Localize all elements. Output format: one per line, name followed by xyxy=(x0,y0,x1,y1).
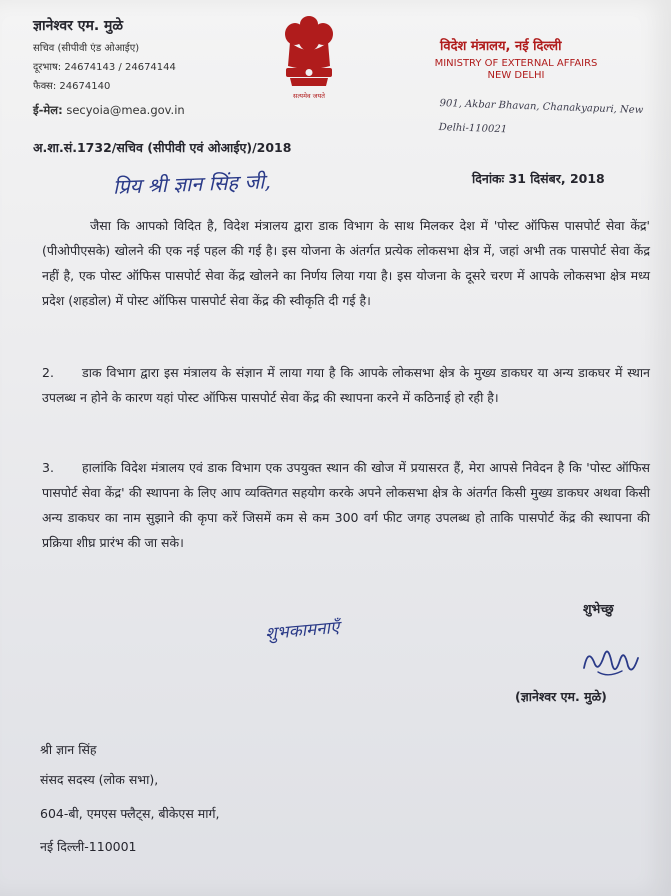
sender-email xyxy=(33,103,185,118)
lion-capital-icon xyxy=(276,12,342,104)
recipient-title: संसद सदस्य (लोक सभा), xyxy=(40,772,159,787)
fax-value: 24674140 xyxy=(59,81,111,92)
reference-number: अ.शा.सं.1732/सचिव (सीपीवी एवं ओआईए)/2018 xyxy=(33,140,292,155)
handwritten-greeting: शुभकामनाएँ xyxy=(264,617,341,645)
sender-designation: सचिव (सीपीवी एंड ओआईए) xyxy=(33,43,140,54)
ministry-english-line1: MINISTRY OF EXTERNAL AFFAIRS xyxy=(434,58,598,69)
ministry-english-line2: NEW DELHI xyxy=(487,70,545,81)
paragraph-2-number: 2. xyxy=(42,365,54,380)
handwritten-salutation: प्रिय श्री ज्ञान सिंह जी, xyxy=(112,169,272,199)
handwritten-address: 901, Akbar Bhavan, Chanakyapuri, New Delhi-110021 xyxy=(438,97,644,136)
paragraph-2-text: डाक विभाग द्वारा इस मंत्रालय के संज्ञान में लाया गया है कि आपके लोकसभा क्षेत्र के मुख्य डाकघर या अन्य डाकघर में स्थान उपलब्ध न होने के कारण यहां पोस्ट ऑफिस पासपोर्ट सेवा केंद्र की स्थापना करने में कठिनाई हो रही है। xyxy=(42,365,650,405)
paragraph-2 xyxy=(42,360,650,410)
sender-fax xyxy=(33,78,110,92)
recipient-name: श्री ज्ञान सिंह xyxy=(40,742,97,757)
national-emblem xyxy=(276,12,342,104)
signature xyxy=(578,638,644,684)
phone-value: 24674143 / 24674144 xyxy=(64,62,176,73)
sender-phone xyxy=(33,59,176,73)
recipient-address-line1: 604-बी, एमएस फ्लैट्स, बीकेएस मार्ग, xyxy=(40,806,220,821)
sender-name: ज्ञानेश्वर एम. मुळे xyxy=(33,18,124,34)
signature-icon xyxy=(578,638,644,684)
paragraph-3-number: 3. xyxy=(42,460,54,475)
paragraph-3 xyxy=(42,455,650,555)
closing-phrase: शुभेच्छु xyxy=(583,601,614,616)
ministry-name-hindi: विदेश मंत्रालय, नई दिल्ली xyxy=(440,39,562,54)
recipient-address-line2: नई दिल्ली-110001 xyxy=(40,839,137,854)
fax-label: फैक्स: xyxy=(33,81,57,92)
paragraph-3-text: हालांकि विदेश मंत्रालय एवं डाक विभाग एक उपयुक्त स्थान की खोज में प्रयासरत हैं, मेरा आपसे निवेदन है कि 'पोस्ट ऑफिस पासपोर्ट सेवा केंद्र' की स्थापना के लिए आप व्यक्तिगत सहयोग करके अपने लोकसभा क्षेत्र के अंतर्गत किसी मुख्य डाकघर अथवा किसी अन्य डाकघर का नाम सुझाने की कृपा करें जिसमें कम से कम 300 वर्ग फीट जगह उपलब्ध हो ताकि पासपोर्ट केंद्र की स्थापना की प्रक्रिया शीघ्र प्रारंभ की जा सके। xyxy=(42,460,650,550)
phone-label: दूरभाष: xyxy=(33,62,62,73)
emblem-caption: सत्यमेव जयते xyxy=(293,92,325,100)
letter-date: दिनांकः 31 दिसंबर, 2018 xyxy=(472,171,605,186)
paragraph-1 xyxy=(42,213,650,313)
paragraph-1-text: जैसा कि आपको विदित है, विदेश मंत्रालय द्वारा डाक विभाग के साथ मिलकर देश में 'पोस्ट ऑफिस पासपोर्ट सेवा केंद्र' (पीओपीएसके) खोलने की एक नई पहल की गई है। इस योजना के अंतर्गत प्रत्येक लोकसभा क्षेत्र में, जहां अभी तक पासपोर्ट सेवा केंद्र नहीं है, एक पोस्ट ऑफिस पासपोर्ट सेवा केंद्र खोलने का निर्णय लिया गया है। इस योजना के दूसरे चरण में आपके लोकसभा क्षेत्र मध्य प्रदेश (शहडोल) में पोस्ट ऑफिस पासपोर्ट सेवा केंद्र की स्वीकृति दी गई है। xyxy=(42,218,650,308)
email-label: ई-मेल: xyxy=(33,103,63,117)
ministry-name-english xyxy=(423,58,609,82)
email-link[interactable]: secyoia@mea.gov.in xyxy=(66,103,185,117)
signatory-name: (ज्ञानेश्वर एम. मुळे) xyxy=(515,689,607,704)
